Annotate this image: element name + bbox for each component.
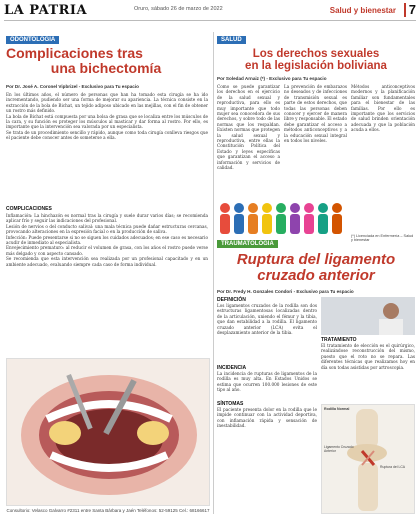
article-col-left <box>217 297 317 447</box>
surgery-illustration <box>6 358 210 506</box>
masthead <box>4 3 416 21</box>
article-byline: Por Soledad Arnaiz (*) - Exclusivo para Tu espacio <box>217 76 327 81</box>
paragraph-definicion: Los ligamentos cruzados de la rodilla son dos estructuras ligamentosas localizadas dentro de la articulación, uniendo el fémur y la tibia, que dan estabilidad a la rodilla. El ligamento cruzado anterior (LCA) evita el desplazamiento anterior de la tibia. <box>217 303 317 336</box>
article-credit: (*) Licenciada en Enfermería – Salud y bienestar <box>351 234 414 242</box>
paragraph: Lesión de nervios o del conducto salival: una mala técnica puede dañar estructuras cercanas, provocando alteraciones en la expresión facial o en la producción de saliva. <box>6 223 208 235</box>
article-col-2: La prevención de embarazos no deseados y de infecciones de transmisión sexual es parte de estos derechos, que todas las personas deben conocer y ejercer de manera libre y responsable. El estado debe garantizar el acceso a métodos anticonceptivos y a la educación sexual integral en todos los niveles. <box>284 84 347 144</box>
article-byline: Por Dr. José A. Coronel Vipbrizel - Exclusivo para Tu espacio <box>6 84 139 89</box>
article-col-right <box>321 337 415 399</box>
article-body-1 <box>6 92 208 204</box>
paragraph: Se trata de un procedimiento sencillo y rápido, aunque como toda cirugía conlleva riesgos que el paciente debe conocer antes de someterse a ella. <box>6 129 208 141</box>
doctor-photo <box>321 297 415 335</box>
article-body-2 <box>6 213 208 355</box>
diagram-label-1: Rodilla Normal <box>324 407 350 411</box>
section-tag-traumatologia: TRAUMATOLOGIA <box>217 240 278 248</box>
clinic-credit: Consultorio: Velasco Galvarro #2311 entre Santa Bárbara y Jaén Teléfonos: 52-59125 Cel.: 68166617 <box>6 508 210 513</box>
paragraph: Inflamación: La hinchazón es normal tras la cirugía y suele durar varios días; se recomienda aplicar frío y seguir las indicaciones del profesional. <box>6 213 208 224</box>
subhead-sintomas: SÍNTOMAS <box>217 401 244 407</box>
newspaper-logo: LA PATRIA <box>4 3 88 18</box>
article-byline: Por Dr. Fredy H. Gonzales Condori - Exclusivo para Tu espacio <box>217 289 354 294</box>
section-name: Salud y bienestar <box>329 6 396 15</box>
diagram-label-2: Ligamento Cruzado Anterior <box>324 445 354 453</box>
diagram-label-3: Ruptura del LCA <box>380 465 406 469</box>
gender-symbols-illustration <box>217 200 349 236</box>
subhead-complicaciones: COMPLICACIONES <box>6 206 52 212</box>
subhead-definicion: DEFINICIÓN <box>217 297 246 303</box>
knee-ligament-icon <box>322 405 416 515</box>
article-title-derechos <box>217 48 415 72</box>
subhead-tratamiento: TRATAMIENTO <box>321 337 357 343</box>
subhead-incidencia: INCIDENCIA <box>217 365 247 371</box>
article-col-1: Como se puede garantizar los derechos en el ejercicio de la salud sexual y reproductiva, para ello es muy importante que todo mujer sea conocedora de sus derechos, y sobre todo de las normas que los respaldan. Existen normas que protegen la salud sexual y reproductiva, entre ellas la Constitución Política del Estado y leyes específicas que garantizan el acceso a información y servicios de calidad. <box>217 84 280 171</box>
title-line-2: en la legislación boliviana <box>245 60 387 73</box>
paragraph: Se recomienda que esta intervención sea realizada por un profesional capacitado y en un ambiente adecuado, evaluando siempre cada caso de forma individual. <box>6 256 208 267</box>
paragraph-tratamiento: El tratamiento de elección es el quirúrgico, realizándose reconstrucción del mismo, puesto que el roto no se repara. Las diferentes técnicas que realizamos hoy en día son todas asistidas por artroscopia. <box>321 343 415 370</box>
paragraph: La bola de Bichat está compuesta por una bolsa de grasa que se localiza entre los músculos de la cara, y su función es proteger los músculos al masticar y dar forma al rostro. Por ello, es importante que la intervención sea valorada por un especialista. <box>6 113 208 130</box>
page-number: 7 <box>404 3 416 17</box>
gender-icons <box>217 200 349 236</box>
paragraph: En los últimos años, el número de personas que han ha tomado esta cirugía se ha ido incrementando, pudiendo ser una forma de mejorar su apariencia. La técnica consiste en la extracción de la bola de Bichat, un tejido adiposo ubicado en las mejillas, con el fin de obtener un rostro más definido. <box>6 92 208 114</box>
article-col-3: Métodos anticonceptivos modernos y la planificación familiar son fundamentales para el bienestar de las familias. Por ello es importante que los servicios de salud brinden orientación adecuada y que la población acuda a ellos. <box>351 84 415 133</box>
paragraph: Envejecimiento prematuro: al reducir el volumen de grasa, con los años el rostro puede verse más delgado y con aspecto cansado. <box>6 245 208 256</box>
title-line-1: Complicaciones tras <box>6 45 143 61</box>
knee-diagram <box>321 404 415 514</box>
column-divider <box>213 32 214 514</box>
section-tag-odontologia: ODONTOLOGIA <box>6 36 59 44</box>
title-line-2: una bichectomía <box>50 59 162 76</box>
mouth-surgery-icon <box>7 359 211 507</box>
dateline: Oruro, sábado 26 de marzo de 2022 <box>134 6 223 12</box>
title-line-1: Ruptura del ligamento <box>236 251 396 268</box>
paragraph-incidencia: La incidencia de rupturas de ligamentos de la rodilla es muy alta. En Estados Unidos se estima que ocurren 100.000 lesiones de este tipo al año. <box>217 371 317 393</box>
section-tag-salud: SALUD <box>217 36 246 44</box>
article-title-ligamento <box>217 252 415 284</box>
person-icon <box>321 297 415 335</box>
title-line-1: Los derechos sexuales <box>252 48 380 60</box>
paragraph: Infección: Puede presentarse si no se siguen los cuidados adecuados; en ese caso es necesario acudir de inmediato al especialista. <box>6 234 208 246</box>
title-line-2: cruzado anterior <box>257 266 375 284</box>
article-title-bichectomia <box>6 46 206 75</box>
paragraph-sintomas: El paciente presenta dolor en la rodilla que le impide continuar con la actividad deportiva, con inflamación rápida y sensación de inestabilidad. <box>217 407 317 429</box>
